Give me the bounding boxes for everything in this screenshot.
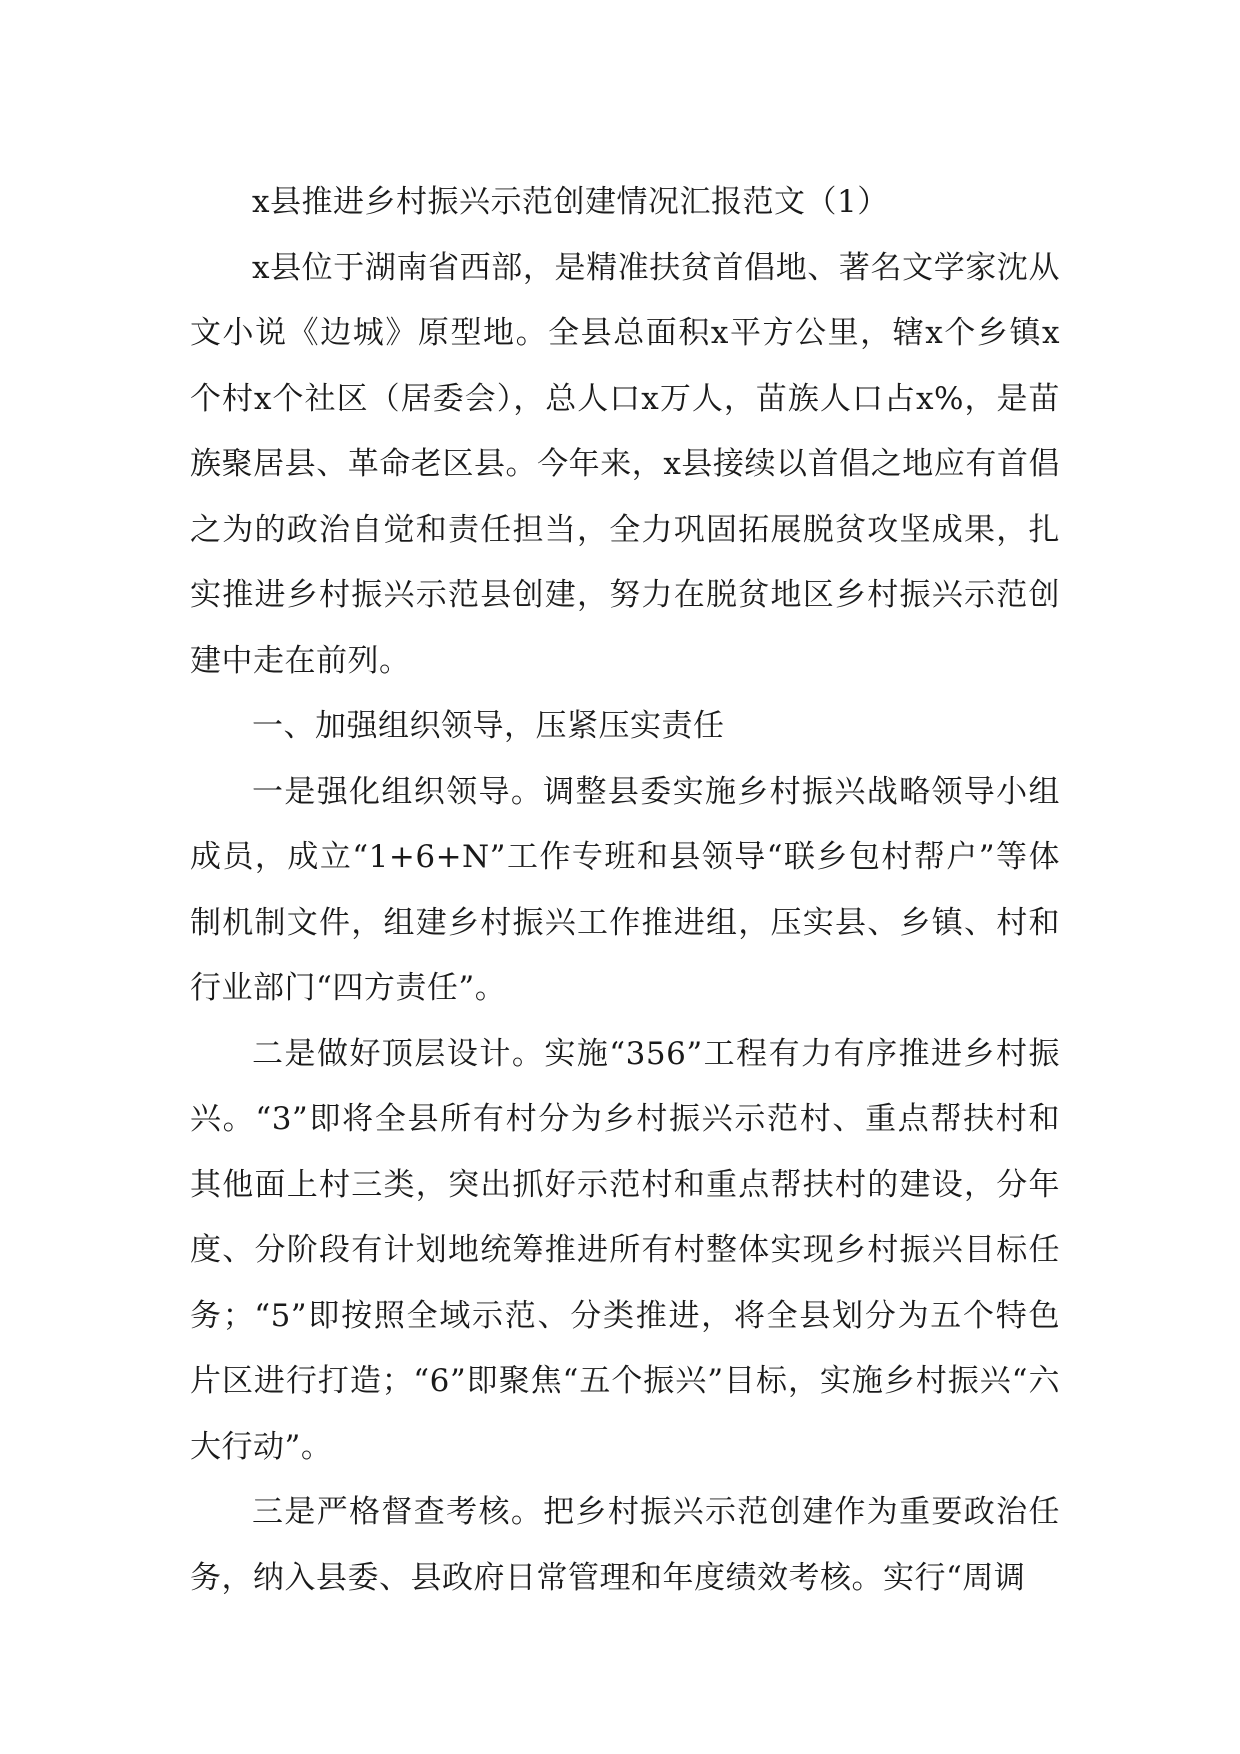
paragraph-organization: 一是强化组织领导。调整县委实施乡村振兴战略领导小组成员，成立“1+6+N”工作专班和县领导“联乡包村帮户”等体制机制文件，组建乡村振兴工作推进组，压实县、乡镇、村和行业部门“四方责任”。	[190, 773, 1060, 1006]
document-title: x县推进乡村振兴示范创建情况汇报范文（1）	[252, 184, 889, 220]
section-heading-1: 一、加强组织领导，压紧压实责任	[252, 708, 725, 744]
paragraph-top-design: 二是做好顶层设计。实施“356”工程有力有序推进乡村振兴。“3”即将全县所有村分为乡村振兴示范村、重点帮扶村和其他面上村三类，突出抓好示范村和重点帮扶村的建设，分年度、分阶段有计划地统筹推进所有村整体实现乡村振兴目标任务；“5”即按照全域示范、分类推进，将全县划分为五个特色片区进行打造；“6”即聚焦“五个振兴”目标，实施乡村振兴“六大行动”。	[190, 1035, 1060, 1465]
paragraph-intro: x县位于湖南省西部，是精准扶贫首倡地、著名文学家沈从文小说《边城》原型地。全县总面积x平方公里，辖x个乡镇x个村x个社区（居委会），总人口x万人，苗族人口占x%，是苗族聚居县、革命老区县。今年来，x县接续以首倡之地应有首倡之为的政治自觉和责任担当，全力巩固拓展脱贫攻坚成果，扎实推进乡村振兴示范县创建，努力在脱贫地区乡村振兴示范创建中走在前列。	[190, 249, 1060, 679]
document-body	[190, 170, 1060, 1611]
paragraph-supervision: 三是严格督查考核。把乡村振兴示范创建作为重要政治任务，纳入县委、县政府日常管理和年度绩效考核。实行“周调	[190, 1494, 1060, 1596]
